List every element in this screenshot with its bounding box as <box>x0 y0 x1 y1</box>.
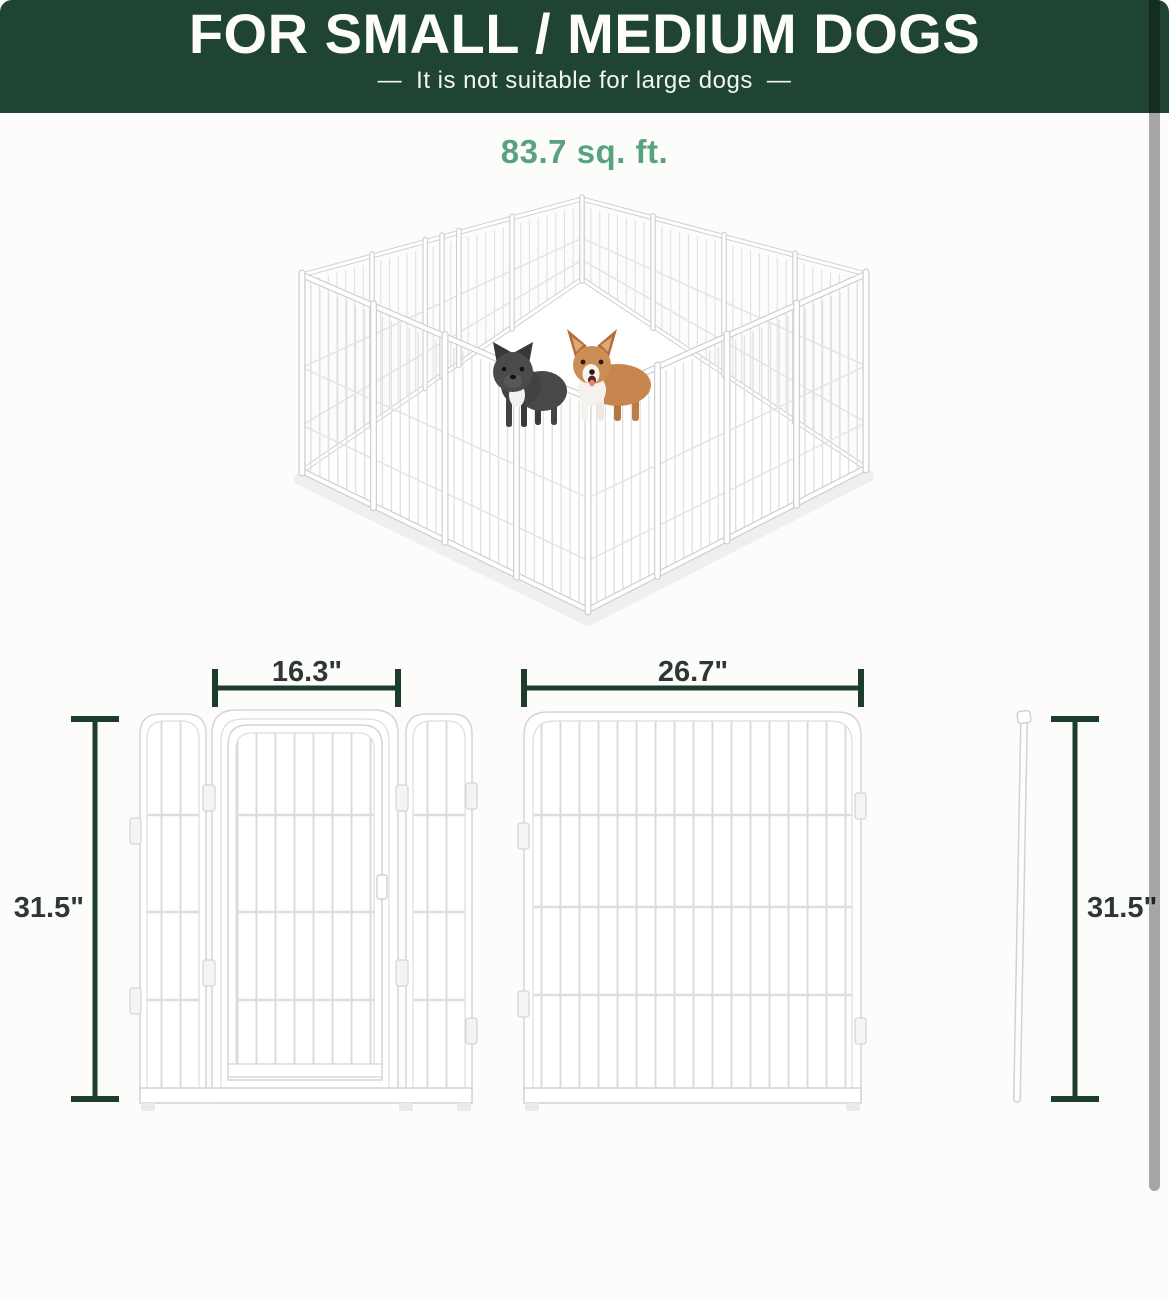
large-panel-drawing <box>518 712 866 1111</box>
bulldog-eye <box>502 367 507 372</box>
connecting-rod <box>1017 710 1032 1099</box>
door-section-bottom-bar <box>140 1088 472 1103</box>
corgi-eye <box>581 360 586 365</box>
dimension-diagram <box>0 640 1169 1160</box>
door-section-feet <box>141 1103 471 1111</box>
large-panel-bars <box>533 721 852 1088</box>
corgi-eye-2 <box>599 360 604 365</box>
door-bottom-bar <box>228 1064 382 1077</box>
bulldog-nose <box>510 375 516 379</box>
banner-subtitle-text: It is not suitable for large dogs <box>416 66 753 94</box>
banner-subtitle <box>0 67 1169 95</box>
subtitle-left-dash: — <box>377 66 403 94</box>
bulldog-eye-2 <box>520 367 525 372</box>
side-panel-right-bars <box>413 721 465 1088</box>
scrollbar-thumb[interactable] <box>1149 0 1160 1191</box>
left-height-label: 31.5" <box>13 892 84 924</box>
large-panel-bottom-bar <box>524 1088 861 1103</box>
door-bars <box>236 733 374 1068</box>
corgi-tongue <box>589 380 595 386</box>
large-panel-width-label: 26.7" <box>657 656 729 688</box>
playpen-3d-view <box>270 180 900 650</box>
corgi-nose <box>589 369 595 375</box>
header-banner <box>0 0 1169 113</box>
door-panel-width-label: 16.3" <box>271 656 343 688</box>
door-section-drawing <box>130 710 477 1111</box>
large-panel-feet <box>525 1103 860 1111</box>
subtitle-right-dash: — <box>766 66 792 94</box>
banner-title: FOR SMALL / MEDIUM DOGS <box>188 2 981 65</box>
area-size-label: 83.7 sq. ft. <box>500 133 669 170</box>
rod-head <box>1017 710 1032 724</box>
door-latch <box>377 875 387 899</box>
side-panel-left-bars <box>147 721 199 1088</box>
right-height-label: 31.5" <box>1087 892 1158 924</box>
